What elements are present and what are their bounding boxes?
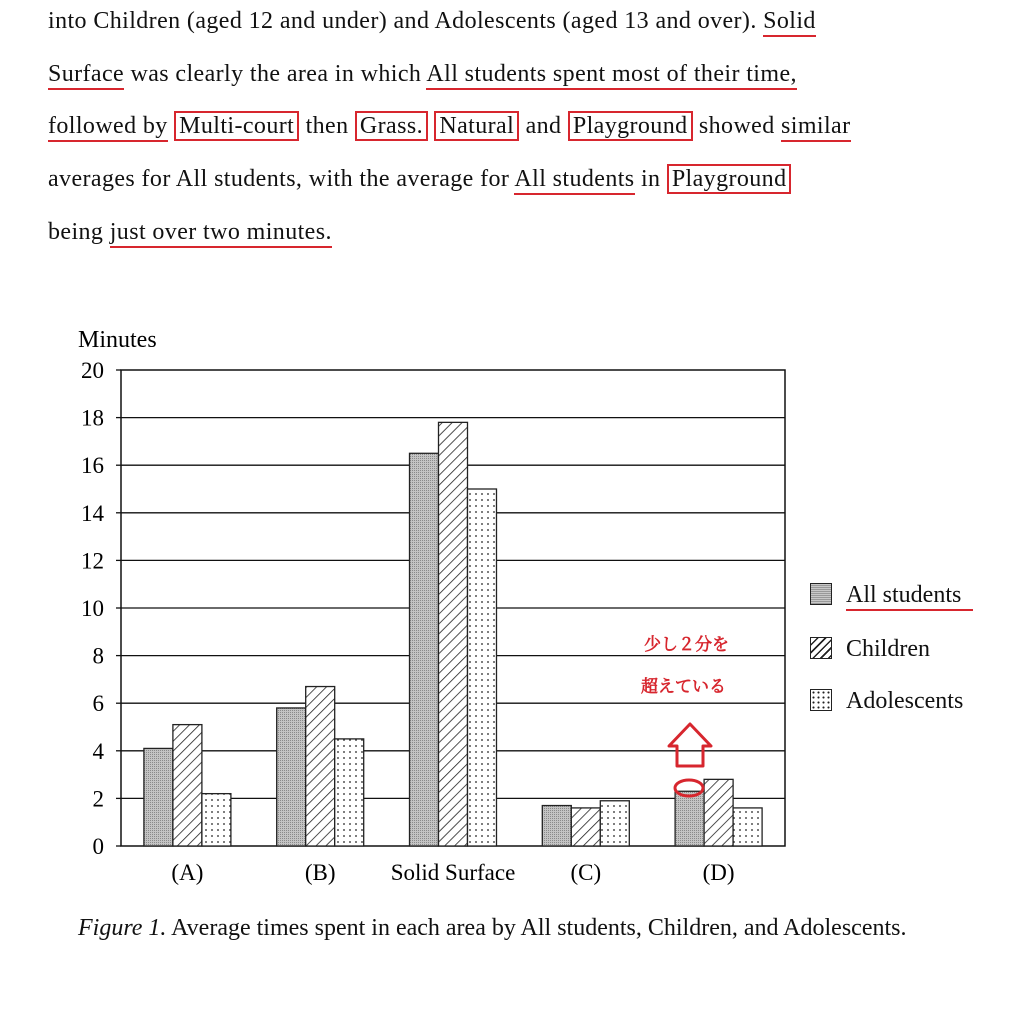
annotation-text-line-1: 少し２分を xyxy=(644,635,729,655)
boxed-text: Grass. xyxy=(355,111,428,141)
x-tick-label: (D) xyxy=(702,860,735,885)
legend-label: All students xyxy=(846,582,973,611)
legend-label: Adolescents xyxy=(846,688,964,714)
y-tick-label: 10 xyxy=(81,596,104,621)
boxed-text: Natural xyxy=(434,111,519,141)
y-tick-label: 8 xyxy=(92,643,104,669)
legend-label: Children xyxy=(846,636,930,662)
y-tick-label: 16 xyxy=(81,453,104,479)
bar-adolescents xyxy=(202,794,231,846)
x-tick-label: (C) xyxy=(570,860,602,885)
paragraph-line-4 xyxy=(48,166,791,193)
annotation-arrow-icon xyxy=(665,718,715,806)
y-tick-label: 20 xyxy=(81,358,104,383)
underlined-text: Surface xyxy=(48,61,124,90)
bar-adolescents xyxy=(335,739,364,846)
underlined-text: similar xyxy=(781,113,850,142)
x-tick-label: (B) xyxy=(304,860,336,885)
bar-children xyxy=(571,808,600,846)
underlined-text: just over two minutes. xyxy=(110,219,332,248)
text-span: then xyxy=(305,113,349,139)
underlined-text: All students spent most of their time, xyxy=(426,61,797,90)
paragraph-line-1 xyxy=(48,8,816,35)
boxed-text: Playground xyxy=(667,164,792,194)
bar-adolescents xyxy=(600,801,629,846)
text-span: being xyxy=(48,219,104,245)
bar-adolescents xyxy=(468,489,497,846)
underlined-text: Solid xyxy=(763,8,816,37)
annotation-text-line-2: 超えている xyxy=(641,677,726,697)
text-span: showed xyxy=(698,113,775,139)
caption-label: Figure 1. xyxy=(78,915,167,941)
boxed-text: Multi-court xyxy=(174,111,299,141)
y-tick-label: 0 xyxy=(92,834,104,859)
underlined-text: followed by xyxy=(48,113,168,142)
bar-all-students xyxy=(144,748,173,846)
text-span: in xyxy=(640,166,661,192)
y-tick-label: 2 xyxy=(92,786,104,812)
legend-item-all-students xyxy=(810,582,973,609)
paragraph-line-3 xyxy=(48,113,851,140)
legend-swatch xyxy=(810,637,832,659)
x-tick-label: (A) xyxy=(171,860,204,885)
bar-all-students xyxy=(410,453,439,846)
bar-all-students xyxy=(277,708,306,846)
y-axis-label: Minutes xyxy=(78,327,157,353)
paragraph-line-5 xyxy=(48,219,332,246)
legend-item-children xyxy=(810,636,930,663)
y-tick-label: 14 xyxy=(81,500,104,526)
legend-item-adolescents xyxy=(810,688,963,715)
bar-children xyxy=(439,422,468,846)
y-tick-label: 6 xyxy=(92,691,104,717)
legend-swatch xyxy=(810,583,832,605)
x-tick-label: Solid Surface xyxy=(390,860,516,885)
y-tick-label: 4 xyxy=(92,738,104,764)
text-span: averages for All students, with the average for xyxy=(48,166,510,192)
paragraph-line-2 xyxy=(48,61,797,88)
bar-children xyxy=(306,687,335,846)
caption-text: Average times spent in each area by All students, Children, and Adolescents. xyxy=(171,915,907,941)
text-span: into Children (aged 12 and under) and Adolescents (aged 13 and over). xyxy=(48,8,757,34)
legend-swatch xyxy=(810,689,832,711)
figure-caption xyxy=(78,908,993,948)
bar-all-students xyxy=(542,806,571,846)
text-span: and xyxy=(525,113,562,139)
bar-children xyxy=(173,725,202,846)
boxed-text: Playground xyxy=(568,111,693,141)
underlined-text: All students xyxy=(514,166,634,195)
y-tick-label: 12 xyxy=(81,548,104,574)
text-span: was clearly the area in which xyxy=(130,61,422,87)
y-tick-label: 18 xyxy=(81,405,104,431)
bar-adolescents xyxy=(733,808,762,846)
